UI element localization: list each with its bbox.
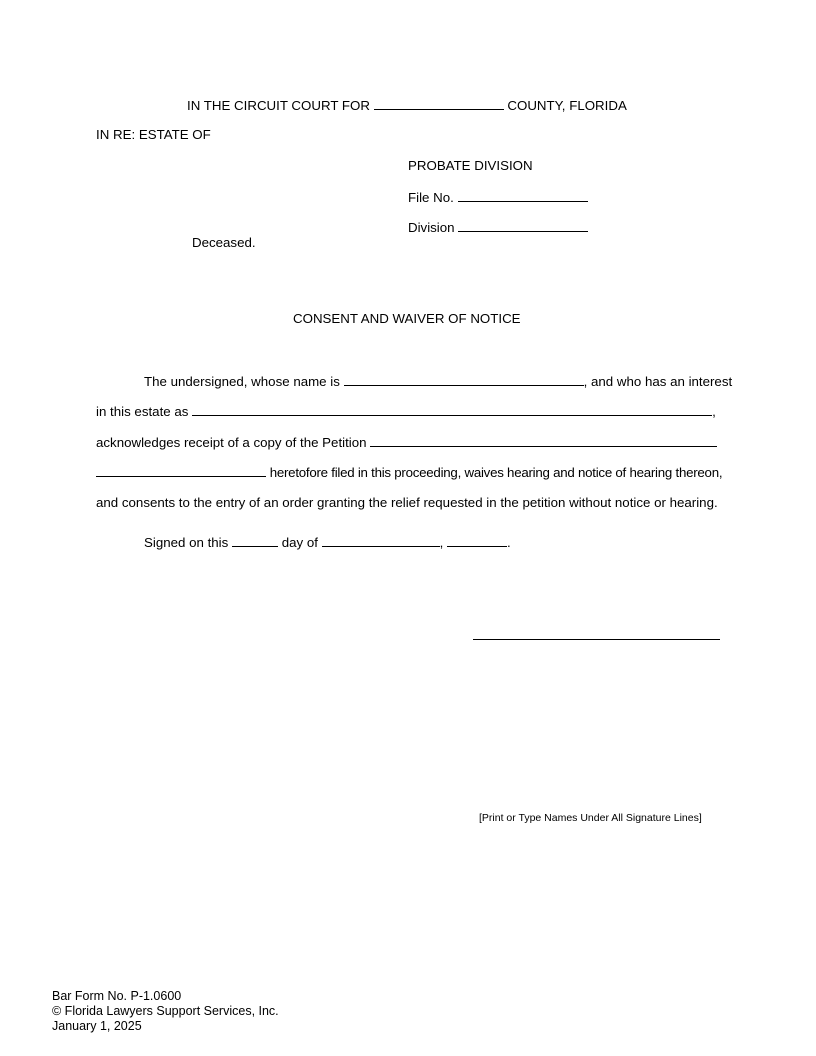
signature-note: [Print or Type Names Under All Signature Lines] <box>479 812 702 824</box>
petition-blank-1[interactable] <box>370 434 717 447</box>
petition-blank-2[interactable] <box>96 464 266 477</box>
probate-division-label: PROBATE DIVISION <box>408 158 533 173</box>
form-number: Bar Form No. P-1.0600 <box>52 989 182 1003</box>
line2-prefix: in this estate as <box>96 404 189 419</box>
day-blank[interactable] <box>232 534 278 547</box>
county-blank[interactable] <box>374 97 504 110</box>
line1-prefix: The undersigned, whose name is <box>144 374 340 389</box>
signed-prefix: Signed on this <box>144 535 229 550</box>
court-prefix: IN THE CIRCUIT COURT FOR <box>187 98 370 113</box>
copyright: © Florida Lawyers Support Services, Inc. <box>52 1004 279 1018</box>
deceased-label: Deceased. <box>192 235 256 250</box>
year-blank[interactable] <box>447 534 507 547</box>
signed-line <box>144 534 511 551</box>
file-no-blank[interactable] <box>458 189 588 202</box>
signed-period: . <box>507 535 511 550</box>
signed-day: day of <box>281 535 318 550</box>
interest-blank[interactable] <box>192 403 712 416</box>
court-heading <box>187 97 627 114</box>
division-blank[interactable] <box>458 219 588 232</box>
body-line-5: and consents to the entry of an order granting the relief requested in the petition without notice or hearing. <box>96 495 718 510</box>
line2-suffix: , <box>712 404 716 419</box>
division-label: Division <box>408 220 455 235</box>
file-no-label: File No. <box>408 190 454 205</box>
body-line-2 <box>96 403 716 420</box>
court-suffix: COUNTY, FLORIDA <box>507 98 627 113</box>
name-blank[interactable] <box>344 373 584 386</box>
body-line-4 <box>96 464 722 481</box>
division-row <box>408 219 588 236</box>
signed-comma: , <box>439 535 444 550</box>
in-re-label: IN RE: ESTATE OF <box>96 127 211 142</box>
document-title: CONSENT AND WAIVER OF NOTICE <box>293 311 521 326</box>
line3-prefix: acknowledges receipt of a copy of the Petition <box>96 435 367 450</box>
file-no-row <box>408 189 588 206</box>
signature-line[interactable] <box>473 639 720 640</box>
month-blank[interactable] <box>322 534 440 547</box>
line4-suffix: heretofore filed in this proceeding, waives hearing and notice of hearing thereon, <box>269 465 723 480</box>
form-date: January 1, 2025 <box>52 1019 142 1033</box>
line1-suffix: , and who has an interest <box>583 374 733 389</box>
body-line-1 <box>144 373 732 390</box>
body-line-3 <box>96 434 717 451</box>
